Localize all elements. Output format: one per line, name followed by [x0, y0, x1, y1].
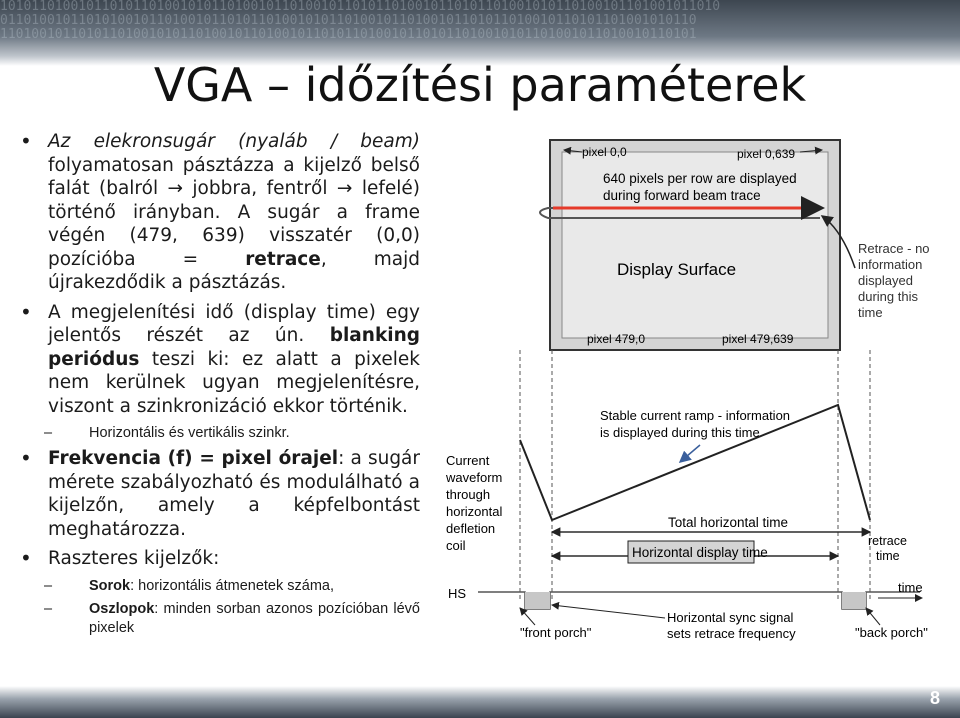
- sub-bullet-rows: – Sorok: horizontális átmenetek száma,: [18, 577, 420, 596]
- page-number: 8: [929, 688, 940, 708]
- label-pixel-479639: pixel 479,639: [722, 332, 794, 346]
- slide-title: VGA – időzítési paraméterek: [153, 58, 807, 112]
- svg-text:coil: coil: [446, 538, 466, 553]
- label-time: time: [898, 580, 923, 595]
- svg-text:Current: Current: [446, 453, 490, 468]
- label-retrace-time-2: time: [876, 549, 900, 563]
- back-porch-arrow: [866, 608, 880, 625]
- footer-banner: [0, 686, 960, 718]
- bullet-display-time: • A megjelenítési idő (display time) egy jelentős részét az ún. blanking periódus teszi ki: ez alatt a pixelek nem kerülnek ugyan megjelenítésre, viszont a szinkronizáció ekkor történik.: [18, 301, 420, 419]
- label-total-horizontal-time: Total horizontal time: [668, 515, 789, 530]
- sync-signal-arrow: [552, 605, 665, 618]
- svg-text:during this: during this: [858, 289, 918, 304]
- bullet-beam-scan: • Az elekronsugár (nyaláb / beam) folyamatosan pásztázza a kijelző belső falát (balról → jobbra, fentről → lefelé) történő irányban. A sugár a frame végén (479, 639) visszatér (0,0) pozícióba = retrace, majd újrakezdődik a pásztázás.: [18, 130, 420, 295]
- label-stable-ramp-2: is displayed during this time: [600, 425, 760, 440]
- svg-text:information: information: [858, 257, 923, 272]
- label-pixel-00: pixel 0,0: [582, 145, 627, 159]
- label-sync-signal-2: sets retrace frequency: [667, 626, 796, 641]
- svg-text:through: through: [446, 487, 491, 502]
- label-display-surface: Display Surface: [617, 260, 737, 279]
- bullet-frequency: • Frekvencia (f) = pixel órajel: a sugár mérete szabályozható és modulálható a kijelzőn, amely a képfelbontást meghatározza.: [18, 447, 420, 541]
- svg-text:displayed: displayed: [858, 273, 913, 288]
- front-porch-arrow: [520, 608, 535, 625]
- svg-text:time: time: [858, 305, 883, 320]
- bullet-list: [18, 130, 420, 642]
- label-stable-ramp-1: Stable current ramp - information: [600, 408, 791, 423]
- label-retrace-time-1: retrace: [868, 534, 907, 548]
- sub-bullet-sync: – Horizontális és vertikális szinkr.: [18, 424, 420, 443]
- label-horizontal-display-time: Horizontal display time: [632, 545, 768, 560]
- binary-background-pattern: 10101101001011010110100101011010010110100101101011010010110101101001010110100101101001011010 01101001011010100101101001011010110100101011010010110100101101011010010110101101001010110 11010010110101101001010110100101101001011010110100101101011010010101101001011010010110101: [0, 0, 721, 42]
- label-forward-trace-2: during forward beam trace: [603, 188, 761, 203]
- label-front-porch: "front porch": [520, 625, 592, 640]
- stable-ramp-arrow: [680, 445, 700, 462]
- label-forward-trace-1: 640 pixels per row are displayed: [603, 171, 797, 186]
- label-pixel-0639: pixel 0,639: [737, 147, 796, 161]
- vga-timing-diagram: [440, 128, 950, 658]
- current-waveform-note: [445, 453, 502, 553]
- label-hs: HS: [448, 586, 467, 601]
- bullet-raster: • Raszteres kijelzők:: [18, 547, 420, 571]
- svg-text:waveform: waveform: [446, 470, 503, 485]
- sub-bullet-columns: – Oszlopok: minden sorban azonos pozícióban lévő pixelek: [18, 600, 420, 638]
- label-pixel-4790: pixel 479,0: [587, 332, 646, 346]
- header-banner: [0, 0, 960, 66]
- svg-text:defletion: defletion: [446, 521, 496, 536]
- retrace-note: [858, 241, 930, 320]
- svg-text:horizontal: horizontal: [446, 504, 503, 519]
- svg-text:Retrace - no: Retrace - no: [858, 241, 930, 256]
- label-sync-signal-1: Horizontal sync signal: [667, 610, 794, 625]
- label-back-porch: "back porch": [855, 625, 928, 640]
